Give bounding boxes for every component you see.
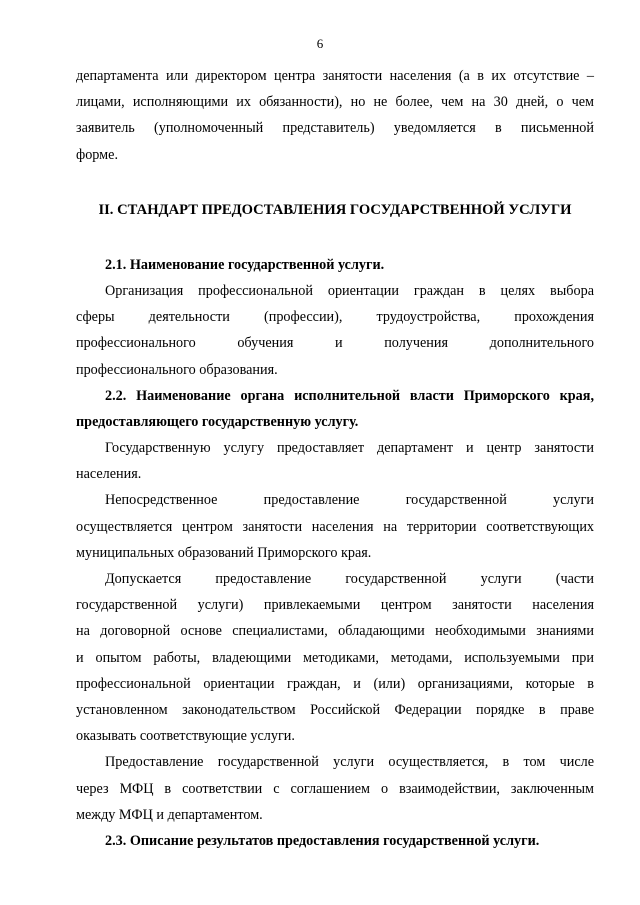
text-line: профессиональной ориентации граждан, и (или) организациями, которые в bbox=[76, 675, 594, 692]
subsection-2-1 bbox=[76, 252, 594, 383]
text-line: и опытом работы, владеющими методиками, методами, используемыми при bbox=[76, 649, 594, 666]
text-line: оказывать соответствующие услуги. bbox=[76, 728, 295, 745]
text-line: форме. bbox=[76, 146, 118, 163]
text-line: профессионального образования. bbox=[76, 361, 278, 378]
text-line: государственной услуги) привлекаемыми центром занятости населения bbox=[76, 597, 594, 614]
text-line: Непосредственное предоставление государственной услуги bbox=[105, 492, 594, 509]
text-line: между МФЦ и департаментом. bbox=[76, 806, 263, 823]
page-number: 6 bbox=[316, 36, 324, 51]
document-body bbox=[76, 63, 594, 854]
text-line: на договорной основе специалистами, обладающими необходимыми знаниями bbox=[76, 623, 594, 640]
intro-paragraph bbox=[76, 63, 594, 168]
text-line: заявитель (уполномоченный представитель) уведомляется в письменной bbox=[76, 120, 594, 137]
subsection-2-3 bbox=[76, 828, 594, 854]
text-line: лицами, исполняющими их обязанности), но не более, чем на 30 дней, о чем bbox=[76, 94, 594, 111]
subsection-title: 2.1. Наименование государственной услуги. bbox=[105, 256, 385, 273]
text-line: установленном законодательством Российской Федерации порядке в праве bbox=[76, 701, 594, 718]
text-line: сферы деятельности (профессии), трудоустройства, прохождения bbox=[76, 309, 594, 326]
text-line: населения. bbox=[76, 466, 142, 483]
subsection-title: 2.3. Описание результатов предоставления государственной услуги. bbox=[105, 832, 540, 849]
text-line: Допускается предоставление государственной услуги (части bbox=[105, 571, 594, 587]
text-line: Организация профессиональной ориентации граждан в целях выбора bbox=[105, 282, 594, 299]
text-line: департамента или директором центра занятости населения (а в их отсутствие – bbox=[76, 68, 594, 84]
subsection-2-2 bbox=[76, 383, 594, 828]
section-heading: II. СТАНДАРТ ПРЕДОСТАВЛЕНИЯ ГОСУДАРСТВЕННОЙ УСЛУГИ bbox=[98, 201, 572, 218]
subsection-title: 2.2. Наименование органа исполнительной власти Приморского края, bbox=[105, 387, 594, 404]
text-line: Государственную услугу предоставляет департамент и центр занятости bbox=[105, 440, 594, 457]
text-line: муниципальных образований Приморского края. bbox=[76, 544, 372, 561]
text-line: через МФЦ в соответствии с соглашением о взаимодействии, заключенным bbox=[76, 780, 594, 797]
subsection-title: предоставляющего государственную услугу. bbox=[76, 413, 359, 430]
text-line: профессионального обучения и получения дополнительного bbox=[76, 335, 594, 352]
text-line: осуществляется центром занятости населения на территории соответствующих bbox=[76, 518, 594, 535]
text-line: Предоставление государственной услуги осуществляется, в том числе bbox=[105, 754, 594, 771]
